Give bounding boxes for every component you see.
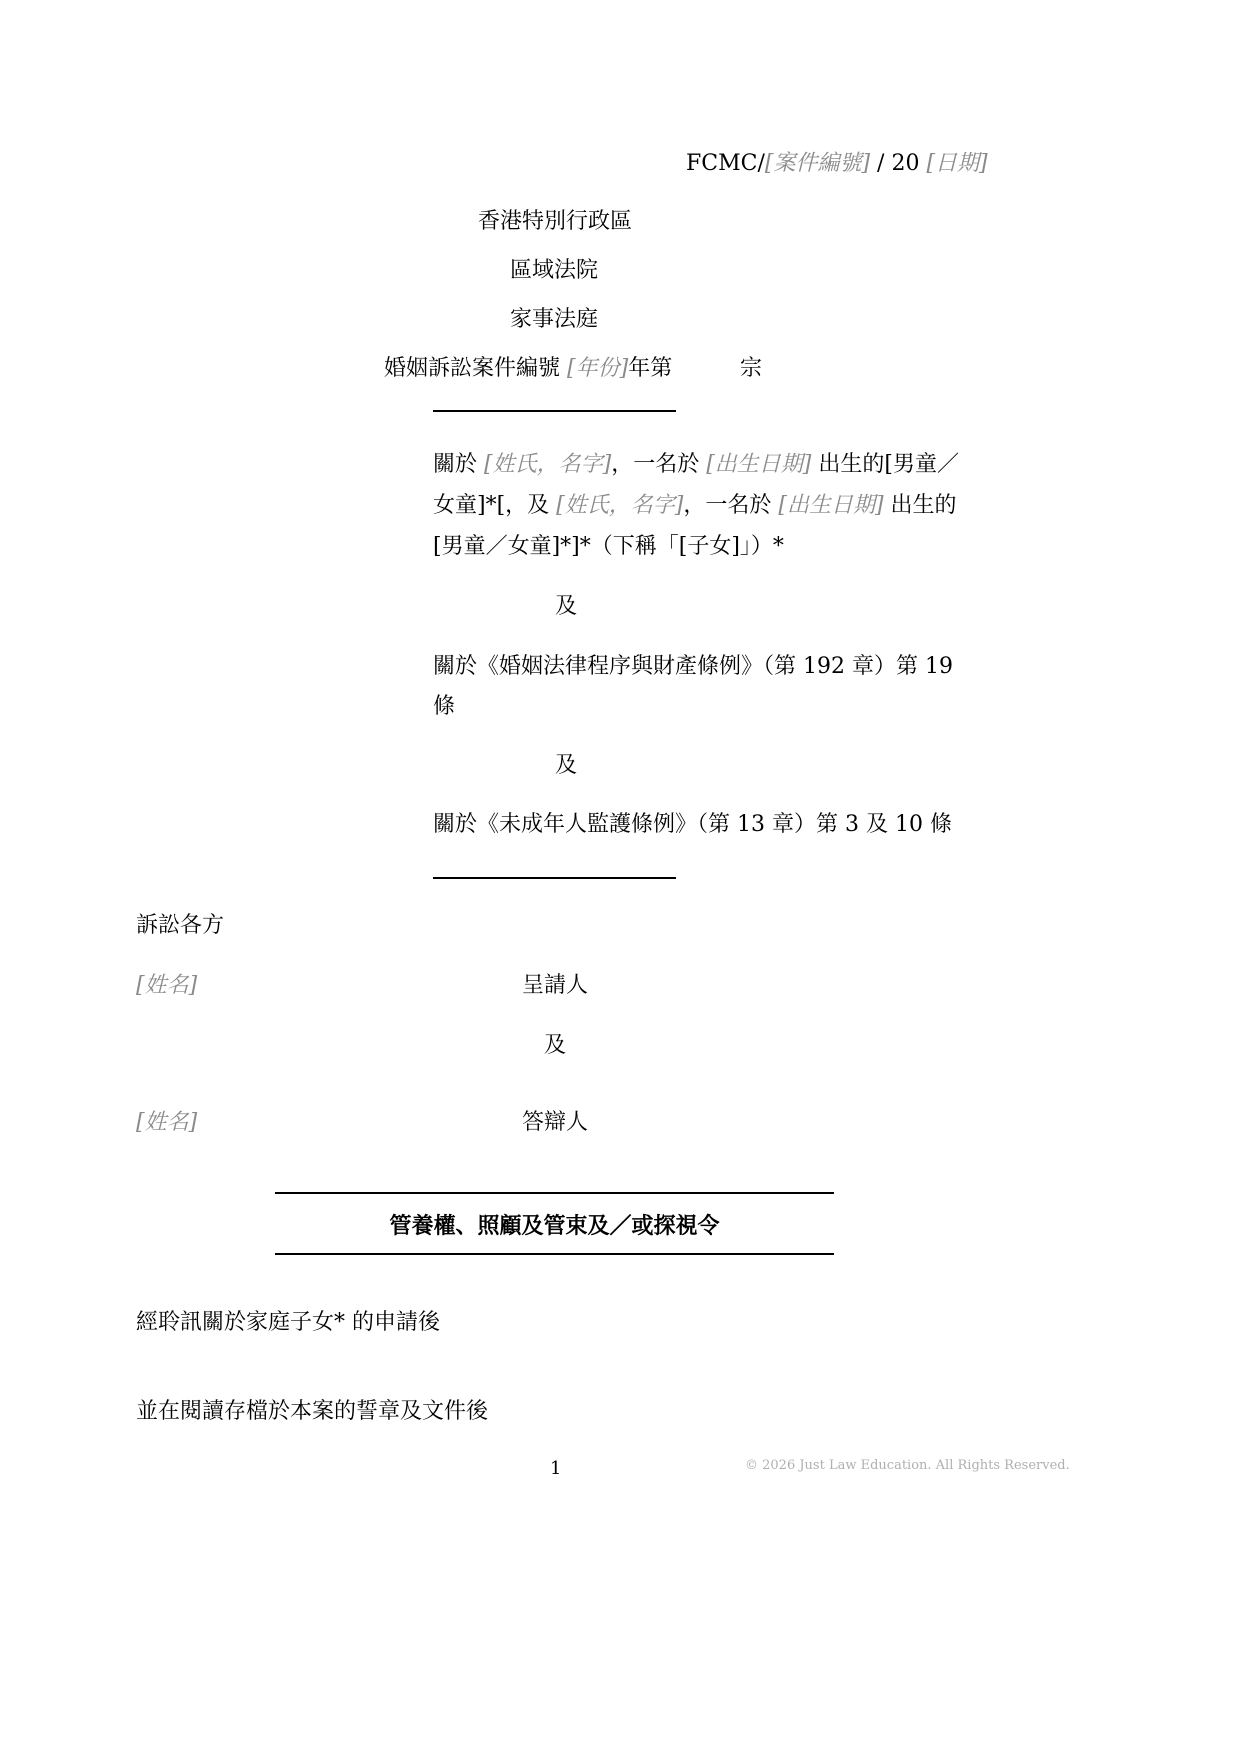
action-prefix: 婚姻訴訟案件編號 [384, 356, 561, 381]
body-line-2: 並在閱讀存檔於本案的誓章及文件後 [136, 1399, 489, 1424]
divider-top [433, 410, 676, 412]
matter-text: ，一名於 [683, 493, 772, 518]
ordinance-192-line-2: 條 [433, 694, 456, 719]
court-division: 家事法庭 [510, 307, 599, 332]
respondent-role: 答辯人 [522, 1110, 589, 1135]
parties-heading: 訴訟各方 [136, 913, 225, 938]
court-name: 區域法院 [510, 258, 599, 283]
date-placeholder: [日期] [926, 151, 988, 176]
respondent-name-placeholder: [姓名] [136, 1110, 198, 1135]
surname-name-placeholder: [姓氏，名字] [484, 452, 612, 477]
and-connector-2: 及 [555, 753, 578, 778]
case-number-placeholder: [案件編號] [764, 151, 871, 176]
birth-date-placeholder: [出生日期] [706, 452, 812, 477]
parties-and: 及 [544, 1033, 567, 1058]
petitioner-role: 呈請人 [522, 973, 589, 998]
case-ref-separator: / 20 [870, 151, 927, 176]
body-line-1: 經聆訊關於家庭子女* 的申請後 [136, 1310, 440, 1335]
matter-text: 出生的[男童／ [818, 452, 959, 477]
ordinance-192-line-1: 關於《婚姻法律程序與財產條例》（第 192 章）第 19 [433, 654, 953, 679]
matter-text: 女童]*[，及 [433, 493, 550, 518]
matter-line-2 [433, 488, 957, 519]
and-connector-1: 及 [555, 594, 578, 619]
case-ref-prefix: FCMC/ [686, 151, 765, 176]
page-number: 1 [550, 1458, 562, 1479]
copyright-notice: © 2026 Just Law Education. All Rights Reserved. [745, 1458, 1070, 1473]
matter-text: 關於 [433, 452, 478, 477]
matter-text: ，一名於 [611, 452, 700, 477]
petitioner-name-placeholder: [姓名] [136, 973, 198, 998]
matter-line-3: [男童／女童]*]*（下稱「[子女]」）* [433, 534, 784, 559]
action-number-line [384, 351, 672, 382]
year-placeholder: [年份] [567, 356, 629, 381]
matter-text: 出生的 [890, 493, 957, 518]
action-mid: 年第 [628, 356, 673, 381]
order-title: 管養權、照顧及管束及／或探視令 [389, 1213, 720, 1239]
case-reference [686, 146, 988, 177]
title-rule-bottom [275, 1253, 834, 1255]
action-suffix: 宗 [740, 356, 763, 381]
surname-name-placeholder: [姓氏，名字] [556, 493, 684, 518]
title-rule-top [275, 1192, 834, 1194]
divider-bottom [433, 877, 676, 879]
ordinance-13-line: 關於《未成年人監護條例》（第 13 章）第 3 及 10 條 [433, 812, 952, 837]
court-region: 香港特別行政區 [478, 209, 633, 234]
matter-line-1 [433, 447, 959, 478]
birth-date-placeholder: [出生日期] [778, 493, 884, 518]
